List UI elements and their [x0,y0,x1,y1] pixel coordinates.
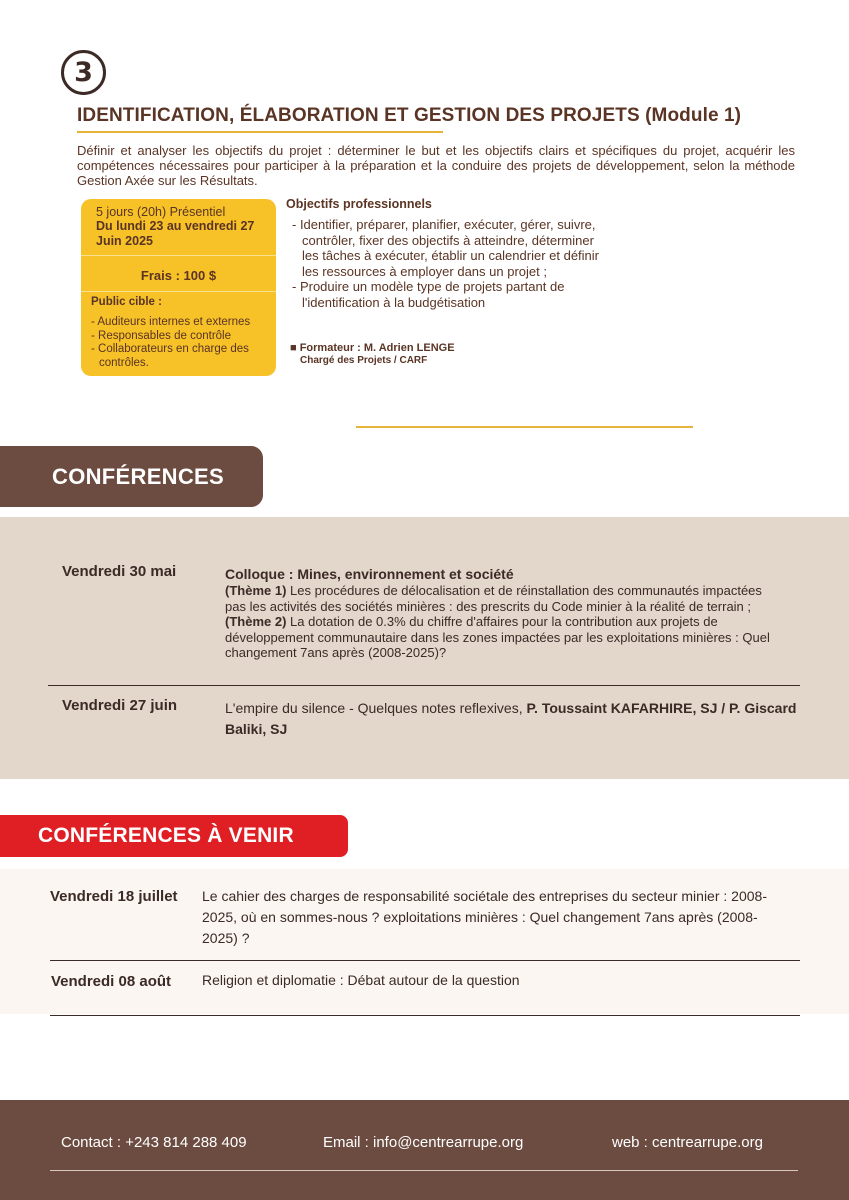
row-divider [50,960,800,961]
list-item: - Auditeurs internes et externes [91,316,251,328]
module-description: Définir et analyser les objectifs du projet : déterminer le but et les objectifs clairs et spécifiques du projet, acquérir les compétences nécessaires pour participer à la préparation et la conduire des projets de développement, selon la méthode Gestion Axée sur les Résultats. [77,143,795,188]
upcoming-description: Religion et diplomatie : Débat autour de la question [202,972,520,988]
conference-authors: P. Toussaint KAFARHIRE, SJ / P. Giscard Baliki, SJ [225,700,797,737]
theme-label: (Thème 2) [225,614,287,630]
conference-description [225,566,785,661]
info-divider [81,291,276,292]
upcoming-date: Vendredi 18 juillet [50,888,178,905]
upcoming-heading-text: CONFÉRENCES À VENIR [38,824,294,847]
list-item: - Produire un modèle type de projets partant de l'identification à la budgétisation [292,279,565,310]
target-audience-title: Public cible : [91,296,162,308]
module-number: 3 [74,57,93,88]
theme-text: Les procédures de délocalisation et de réinstallation des communautés impactées pas les activités des sociétés minières : des prescrits du Code minier à la réalité de terrain ; [225,583,762,614]
row-divider [50,1015,800,1016]
upcoming-description: Le cahier des charges de responsabilité sociétale des entreprises du secteur minier : 2008-2025, où en sommes-nous ? exploitations minières : Quel changement 7ans après (2008-2025) ? [202,888,767,946]
info-divider [81,255,276,256]
footer-website: web : centrearrupe.org [612,1134,763,1151]
conference-theme-1 [225,583,785,614]
target-audience-list [91,316,271,370]
course-fee: Frais : 100 $ [140,268,217,283]
conferences-heading [0,446,263,507]
trainer-name: ■ Formateur : M. Adrien LENGE [290,342,455,354]
footer-divider [50,1170,798,1171]
upcoming-heading [0,815,348,857]
module-title: IDENTIFICATION, ÉLABORATION ET GESTION DES PROJETS (Module 1) [77,105,742,126]
theme-label: (Thème 1) [225,583,287,598]
conferences-heading-text: CONFÉRENCES [52,463,224,489]
conference-date: Vendredi 30 mai [62,563,177,580]
title-divider [77,131,443,133]
course-duration: 5 jours (20h) Présentiel [96,205,226,219]
trainer-role: Chargé des Projets / CARF [300,355,428,366]
conference-text: L'empire du silence - Quelques notes reflexives, [225,700,527,716]
list-item: - Identifier, préparer, planifier, exécuter, gérer, suivre, contrôler, fixer des objectifs à atteindre, déterminer les tâches à exécuter, établir un calendrier et définir les ressources à employer dans un projet ; [292,217,600,279]
conference-date: Vendredi 27 juin [62,697,178,714]
section-divider [356,426,693,428]
conference-title: Colloque : Mines, environnement et société [225,566,514,582]
footer-email: Email : info@centrearrupe.org [323,1134,524,1151]
objectives-list [292,217,612,311]
theme-text: La dotation de 0.3% du chiffre d'affaires pour la contribution aux projets de développement communautaire dans les zones impactées par les exploitations minières : Quel changement 7ans après (2008-2025)? [225,614,770,661]
conference-description [225,698,815,740]
module-number-badge [61,50,106,95]
list-item: - Responsables de contrôle [91,329,231,342]
course-dates: Du lundi 23 au vendredi 27 Juin 2025 [96,219,255,248]
row-divider [48,685,800,686]
conference-theme-2 [225,614,785,661]
footer-contact-phone: Contact : +243 814 288 409 [61,1134,247,1151]
objectives-title: Objectifs professionnels [286,197,432,211]
upcoming-date: Vendredi 08 août [51,973,172,990]
list-item: - Collaborateurs en charge des contrôles. [91,343,249,369]
